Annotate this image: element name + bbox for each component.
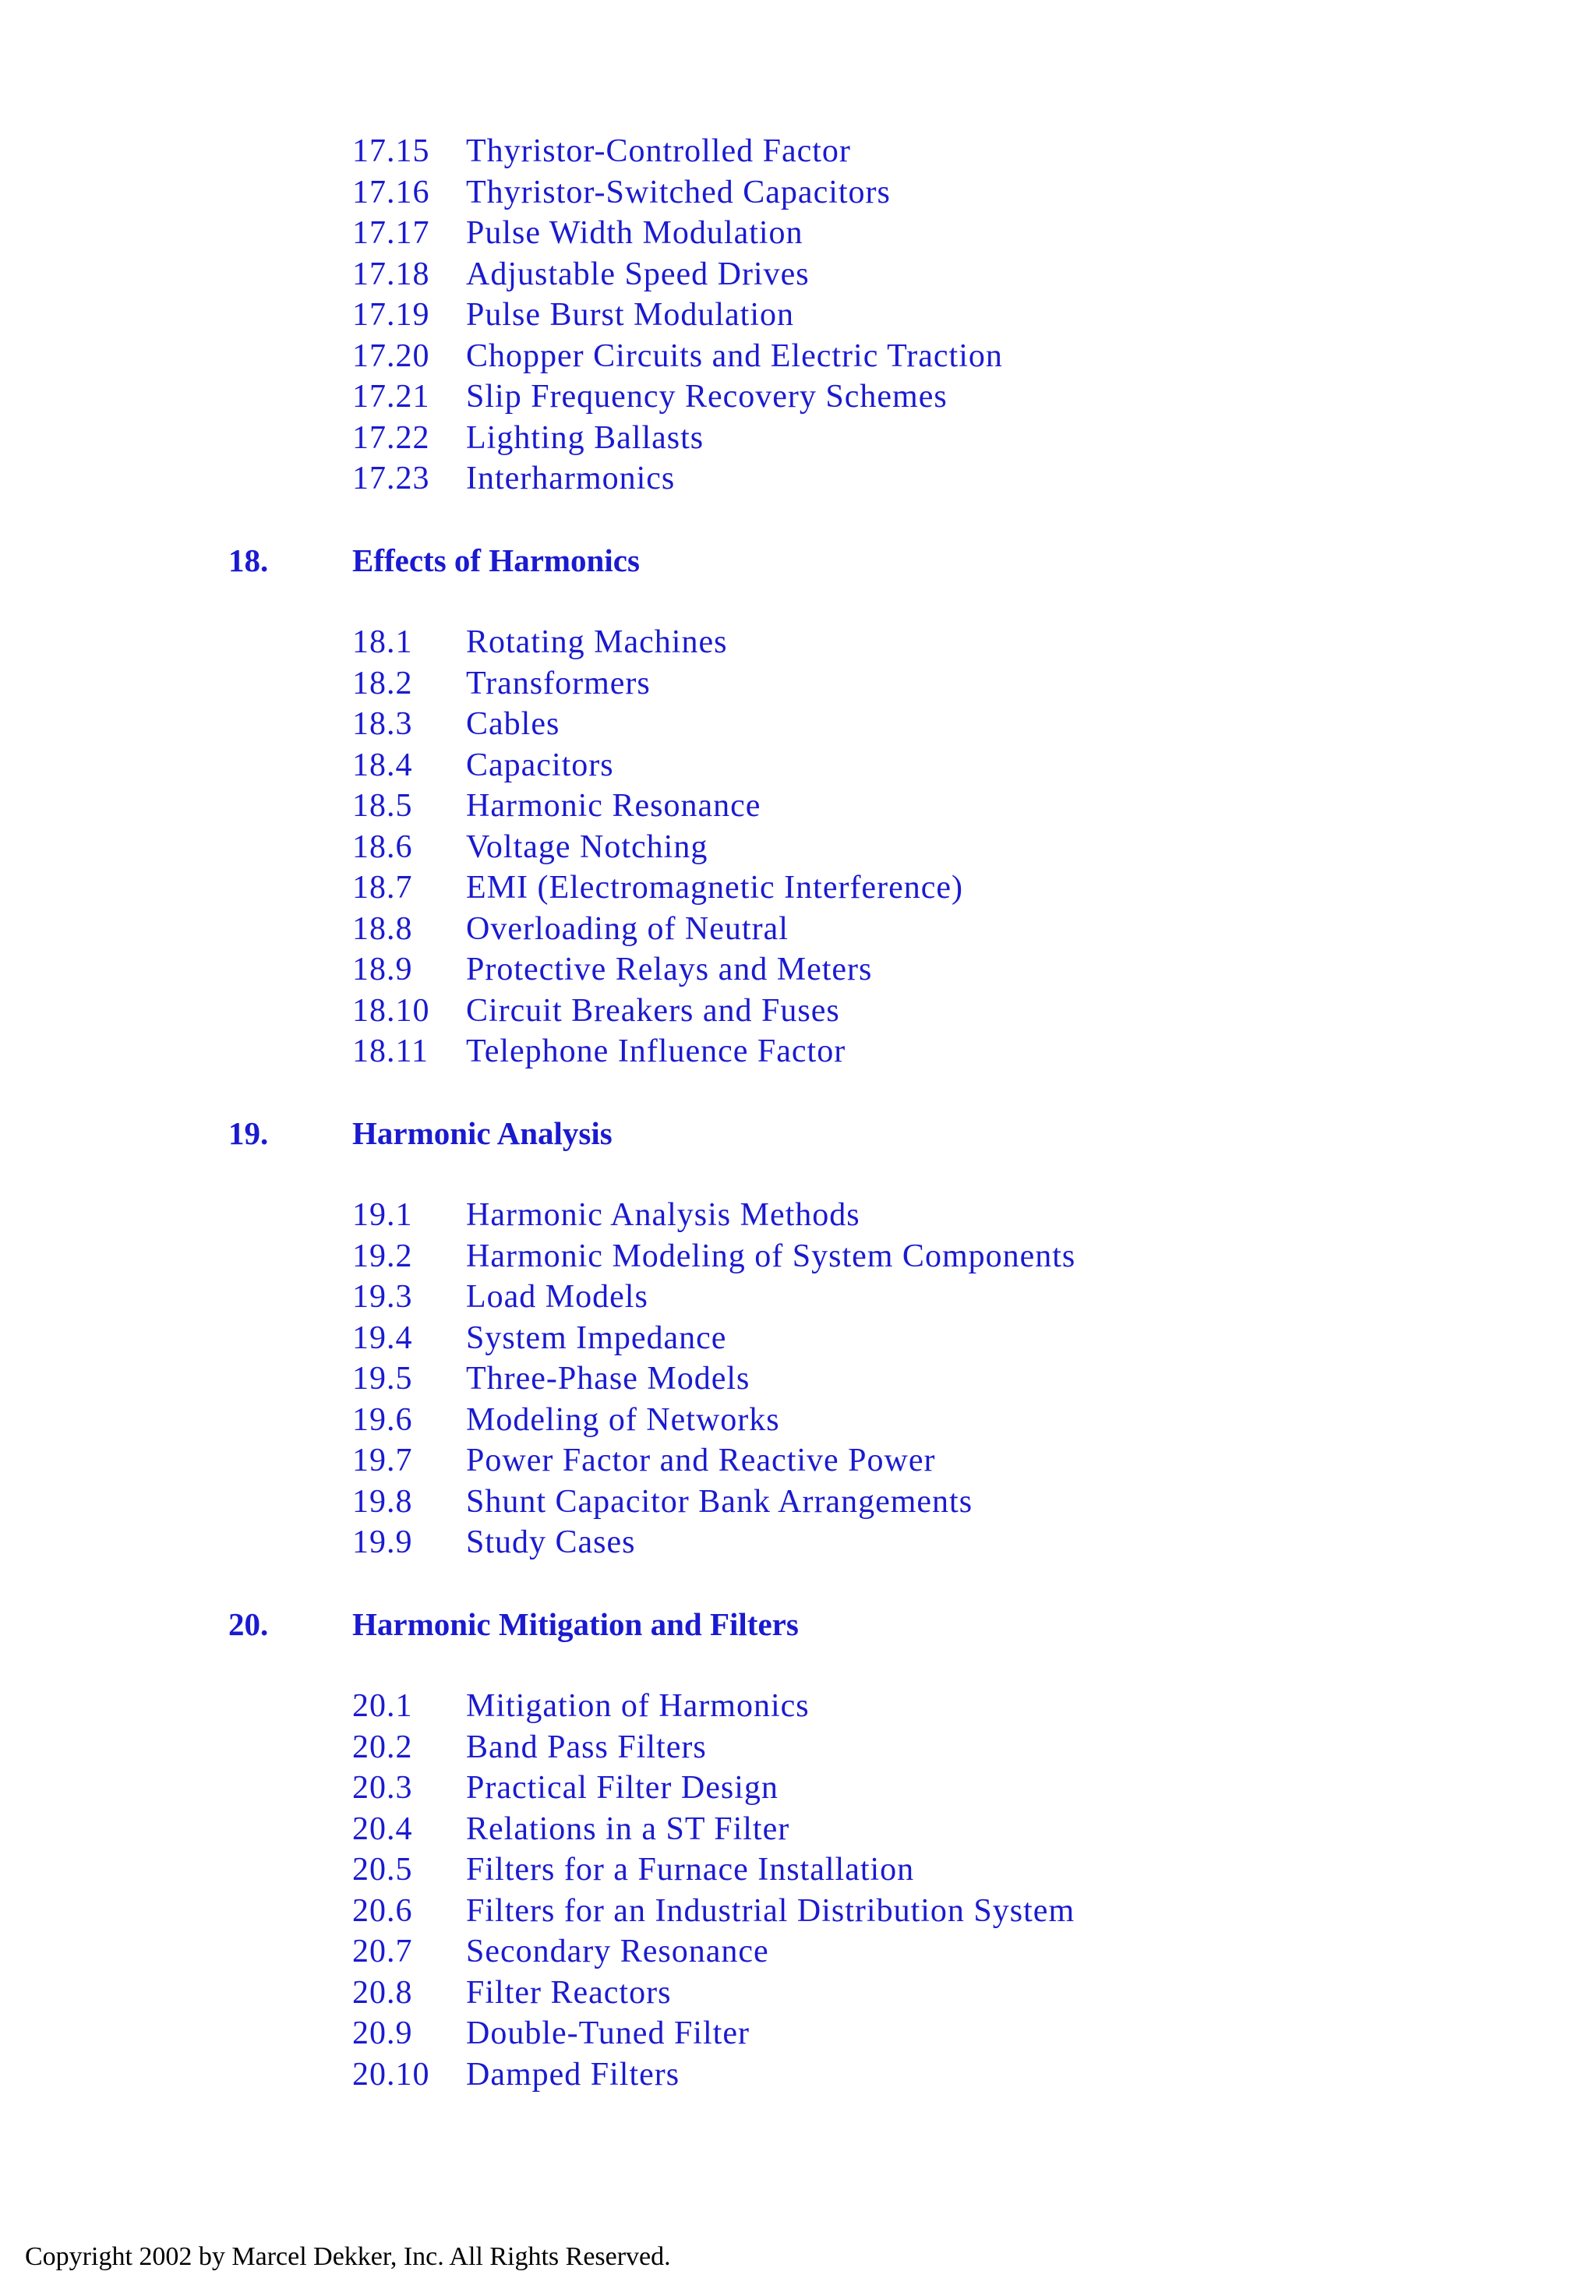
section-number: 18.5 <box>352 788 413 824</box>
toc-chapter-heading[interactable] <box>0 1113 1596 1153</box>
toc-section-link[interactable] <box>0 1973 1596 2013</box>
section-title: Slip Frequency Recovery Schemes <box>466 379 948 415</box>
section-number: 18.7 <box>352 870 413 906</box>
section-number: 17.19 <box>352 297 430 333</box>
toc-section-link[interactable] <box>0 1482 1596 1522</box>
toc-section-link[interactable] <box>0 786 1596 826</box>
section-number: 20.1 <box>352 1688 413 1724</box>
toc-section-link[interactable] <box>0 1686 1596 1726</box>
section-title: Adjustable Speed Drives <box>466 256 810 292</box>
section-number: 18.10 <box>352 993 430 1029</box>
toc-section-link[interactable] <box>0 949 1596 990</box>
chapter-title: Effects of Harmonics <box>352 542 640 578</box>
toc-section-link[interactable] <box>0 1931 1596 1972</box>
section-title: Thyristor-Switched Capacitors <box>466 175 891 210</box>
section-title: Load Models <box>466 1279 648 1315</box>
section-title: Interharmonics <box>466 461 676 496</box>
section-title: Transformers <box>466 666 651 701</box>
toc-section-link[interactable] <box>0 1891 1596 1931</box>
section-number: 17.23 <box>352 461 430 496</box>
section-title: Three-Phase Models <box>466 1361 750 1397</box>
toc-section-link[interactable] <box>0 295 1596 335</box>
section-number: 17.22 <box>352 420 430 456</box>
toc-section-link[interactable] <box>0 2013 1596 2054</box>
toc-section-link[interactable] <box>0 1195 1596 1235</box>
toc-section-link[interactable] <box>0 1849 1596 1890</box>
section-number: 18.2 <box>352 666 413 701</box>
section-title: Secondary Resonance <box>466 1934 769 1969</box>
toc-section-link[interactable] <box>0 131 1596 171</box>
section-title: Study Cases <box>466 1524 636 1560</box>
section-title: Harmonic Analysis Methods <box>466 1197 860 1233</box>
section-number: 17.20 <box>352 338 430 374</box>
section-number: 18.6 <box>352 829 413 865</box>
section-title: Relations in a ST Filter <box>466 1811 790 1847</box>
section-title: Voltage Notching <box>466 829 708 865</box>
section-title: Shunt Capacitor Bank Arrangements <box>466 1484 973 1520</box>
section-number: 17.18 <box>352 256 430 292</box>
section-number: 18.1 <box>352 624 413 660</box>
chapter-title: Harmonic Mitigation and Filters <box>352 1606 799 1642</box>
section-number: 19.3 <box>352 1279 413 1315</box>
section-number: 19.8 <box>352 1484 413 1520</box>
section-number: 17.15 <box>352 133 430 169</box>
toc-section-link[interactable] <box>0 1236 1596 1277</box>
toc-section-link[interactable] <box>0 1727 1596 1768</box>
section-number: 20.10 <box>352 2057 430 2093</box>
section-title: Chopper Circuits and Electric Traction <box>466 338 1003 374</box>
toc-section-link[interactable] <box>0 745 1596 786</box>
toc-section-link[interactable] <box>0 622 1596 662</box>
section-number: 20.6 <box>352 1893 413 1929</box>
section-title: Telephone Influence Factor <box>466 1033 846 1069</box>
section-title: Harmonic Modeling of System Components <box>466 1238 1076 1274</box>
toc-section-link[interactable] <box>0 172 1596 213</box>
toc-section-link[interactable] <box>0 1768 1596 1808</box>
section-number: 19.5 <box>352 1361 413 1397</box>
toc-section-link[interactable] <box>0 336 1596 376</box>
toc-section-link[interactable] <box>0 1358 1596 1399</box>
toc-section-link[interactable] <box>0 704 1596 744</box>
section-number: 19.9 <box>352 1524 413 1560</box>
section-title: Lighting Ballasts <box>466 420 704 456</box>
toc-section-link[interactable] <box>0 1277 1596 1317</box>
section-title: Damped Filters <box>466 2057 680 2093</box>
section-number: 20.7 <box>352 1934 413 1969</box>
chapter-number: 18. <box>228 542 269 578</box>
section-number: 17.16 <box>352 175 430 210</box>
toc-section-link[interactable] <box>0 1400 1596 1440</box>
section-number: 18.4 <box>352 747 413 783</box>
toc-chapter-heading[interactable] <box>0 1604 1596 1644</box>
toc-section-link[interactable] <box>0 254 1596 295</box>
section-number: 19.1 <box>352 1197 413 1233</box>
section-number: 17.21 <box>352 379 430 415</box>
toc-section-link[interactable] <box>0 909 1596 949</box>
chapter-number: 19. <box>228 1115 269 1151</box>
toc-section-link[interactable] <box>0 991 1596 1031</box>
section-title: Mitigation of Harmonics <box>466 1688 810 1724</box>
section-title: Capacitors <box>466 747 614 783</box>
section-number: 18.3 <box>352 706 413 742</box>
section-title: Overloading of Neutral <box>466 911 789 947</box>
section-number: 18.11 <box>352 1033 429 1069</box>
section-title: Rotating Machines <box>466 624 728 660</box>
toc-section-link[interactable] <box>0 213 1596 253</box>
section-title: Band Pass Filters <box>466 1729 707 1765</box>
section-number: 20.3 <box>352 1770 413 1806</box>
section-number: 20.4 <box>352 1811 413 1847</box>
section-title: Filters for an Industrial Distribution System <box>466 1893 1075 1929</box>
section-title: Practical Filter Design <box>466 1770 779 1806</box>
section-number: 19.6 <box>352 1402 413 1438</box>
toc-section-link[interactable] <box>0 458 1596 499</box>
section-number: 19.2 <box>352 1238 413 1274</box>
toc-section-link[interactable] <box>0 418 1596 458</box>
section-title: Power Factor and Reactive Power <box>466 1443 936 1478</box>
section-title: Pulse Burst Modulation <box>466 297 795 333</box>
toc-section-link[interactable] <box>0 827 1596 867</box>
section-title: Filter Reactors <box>466 1975 672 2011</box>
chapter-title: Harmonic Analysis <box>352 1115 613 1151</box>
section-title: Protective Relays and Meters <box>466 952 873 987</box>
toc-section-link[interactable] <box>0 376 1596 417</box>
section-title: Filters for a Furnace Installation <box>466 1852 915 1888</box>
section-title: Circuit Breakers and Fuses <box>466 993 840 1029</box>
section-number: 17.17 <box>352 215 430 251</box>
section-title: Harmonic Resonance <box>466 788 761 824</box>
section-number: 20.2 <box>352 1729 413 1765</box>
toc-chapter-heading[interactable] <box>0 540 1596 581</box>
section-title: Cables <box>466 706 560 742</box>
toc-section-link[interactable] <box>0 1809 1596 1849</box>
toc-section-link[interactable] <box>0 1440 1596 1481</box>
section-number: 20.9 <box>352 2015 413 2051</box>
chapter-number: 20. <box>228 1606 269 1642</box>
section-title: Modeling of Networks <box>466 1402 780 1438</box>
toc-section-link[interactable] <box>0 1031 1596 1072</box>
section-number: 20.5 <box>352 1852 413 1888</box>
section-number: 19.7 <box>352 1443 413 1478</box>
section-title: Thyristor-Controlled Factor <box>466 133 851 169</box>
toc-section-link[interactable] <box>0 1318 1596 1358</box>
section-number: 18.9 <box>352 952 413 987</box>
section-title: System Impedance <box>466 1320 727 1356</box>
toc-section-link[interactable] <box>0 2054 1596 2095</box>
toc-section-link[interactable] <box>0 663 1596 704</box>
toc-section-link[interactable] <box>0 867 1596 908</box>
section-number: 20.8 <box>352 1975 413 2011</box>
section-title: Double-Tuned Filter <box>466 2015 750 2051</box>
section-title: EMI (Electromagnetic Interference) <box>466 870 963 906</box>
section-number: 18.8 <box>352 911 413 947</box>
section-number: 19.4 <box>352 1320 413 1356</box>
toc-section-link[interactable] <box>0 1522 1596 1563</box>
section-title: Pulse Width Modulation <box>466 215 803 251</box>
copyright-footer: Copyright 2002 by Marcel Dekker, Inc. All Rights Reserved. <box>25 2242 671 2271</box>
